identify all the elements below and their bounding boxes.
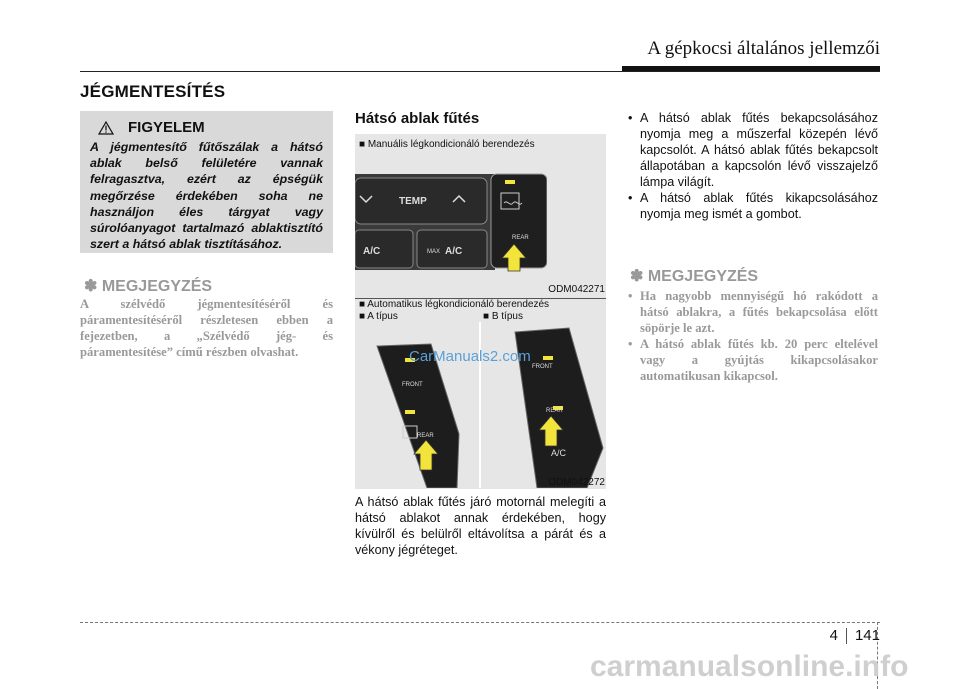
- list-item: • A hátsó ablak fűtés kb. 20 perc eltelével vagy a gyújtás kikapcsolásakor automatikusan kikapcsol.: [626, 336, 878, 384]
- note-list: [626, 288, 878, 384]
- list-item: • A hátsó ablak fűtés bekapcsolásához nyomja meg a műszerfal közepén lévő kapcsolót. A hátsó ablak fűtés bekapcsolt állapotában a kapcsolón lévő visszajelző lámpa világít.: [626, 110, 878, 190]
- header-rule-accent: [622, 66, 880, 71]
- max-ac-label: A/C: [445, 246, 463, 257]
- max-label: MAX: [427, 249, 441, 255]
- figure-caption: ■ Manuális légkondicionáló berendezés: [359, 139, 535, 150]
- section-title: JÉGMENTESÍTÉS: [80, 82, 226, 101]
- note-title: ✽ MEGJEGYZÉS: [84, 278, 213, 295]
- rear-defrost-paragraph: A hátsó ablak fűtés járó motornál melegíti a hátsó ablakot annak érdekében, hogy kívülről és belülről eltávolítsa a párát és a vékony jégréteget.: [355, 495, 606, 557]
- warning-title: FIGYELEM: [128, 119, 205, 136]
- figure-auto-ac: [355, 298, 606, 489]
- rear-label-a: REAR: [417, 433, 434, 439]
- list-item: • A hátsó ablak fűtés kikapcsolásához nyomja meg ismét a gombot.: [626, 190, 878, 222]
- type-a-caption: ■ A típus: [359, 311, 398, 322]
- list-item: • Ha nagyobb mennyiségű hó rakódott a hátsó ablakra, a fűtés bekapcsolása előtt söpörje le azt.: [626, 288, 878, 336]
- site-watermark: carmanualsonline.info: [590, 650, 909, 683]
- manual-ac-panel-illustration: [355, 158, 606, 282]
- warning-icon: [98, 121, 114, 135]
- rear-label-b: REAR: [546, 408, 563, 414]
- temp-label: TEMP: [399, 196, 427, 207]
- figure-code: ODM042271: [548, 284, 605, 295]
- figure-watermark: CarManuals2.com: [409, 348, 531, 365]
- warning-header: [98, 119, 323, 136]
- rear-label: REAR: [512, 235, 529, 241]
- note-body: A szélvédő jégmentesítéséről és páramentesítéséről részletesen ebben a fejezetben, a „Szélvédő jég- és páramentesítése” című részben olvashat.: [80, 297, 333, 359]
- warning-box: [80, 111, 333, 253]
- figure-code: ODM042272: [548, 477, 605, 488]
- header-rule: [80, 71, 880, 72]
- figure-manual-ac: [355, 134, 606, 298]
- header-title: A gépkocsi általános jellemzői: [647, 38, 880, 59]
- subsection-title: Hátsó ablak fűtés: [355, 110, 480, 127]
- front-label-b: FRONT: [532, 364, 553, 370]
- ac-label: A/C: [363, 246, 381, 257]
- note-title: ✽ MEGJEGYZÉS: [630, 268, 759, 285]
- front-label-a: FRONT: [402, 382, 423, 388]
- auto-ac-panels-illustration: [355, 322, 606, 488]
- instruction-list: [626, 110, 878, 222]
- chapter-number: 4: [829, 627, 838, 644]
- type-b-caption: ■ B típus: [483, 311, 523, 322]
- ac-label-b: A/C: [551, 448, 567, 458]
- figure-caption: ■ Automatikus légkondicionáló berendezés: [359, 299, 550, 310]
- page-number-value: 141: [854, 627, 880, 644]
- footer-rule: [80, 622, 880, 623]
- page-number: [830, 627, 880, 644]
- page-separator: [846, 628, 847, 644]
- warning-body: A jégmentesítő fűtőszálak a hátsó ablak belső felületére vannak felragasztva, ezért az épségük megőrzése érdekében soha ne használjon éles tárgyat vagy súrolóanyagot tartalmazó ablaktisztító szert a hátsó ablak tisztításához.: [90, 140, 323, 252]
